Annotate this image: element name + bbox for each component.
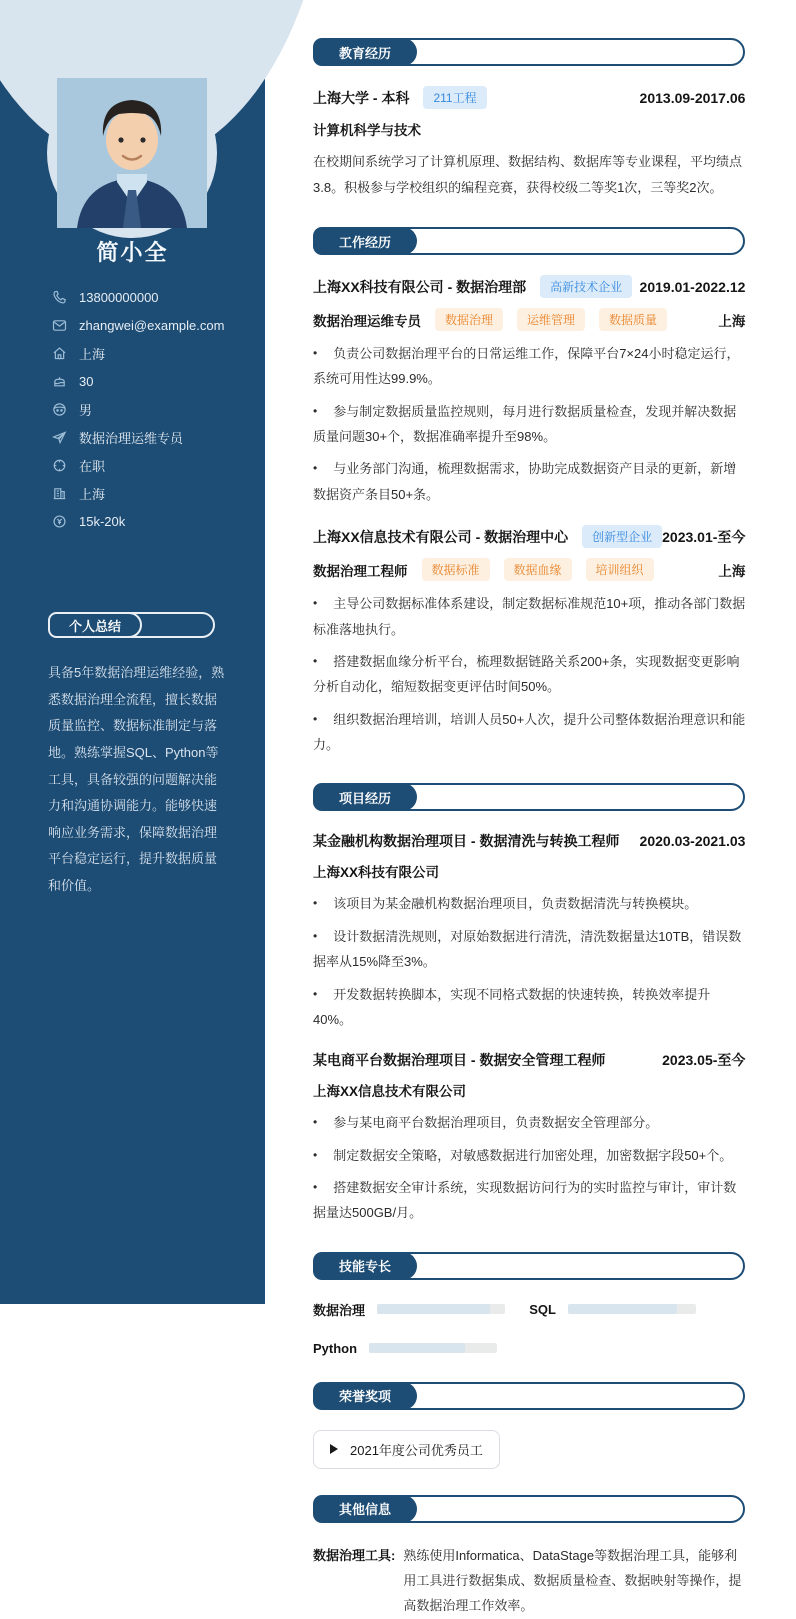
contact-age [52, 374, 252, 389]
personal-summary-badge [48, 612, 142, 638]
work-company: 上海XX信息技术有限公司 - 数据治理中心 [313, 528, 569, 545]
contact-email [52, 318, 252, 333]
honor-text: 2021年度公司优秀员工 [350, 1442, 483, 1458]
project-name: 某电商平台数据治理项目 - 数据安全管理工程师 [313, 1052, 606, 1069]
skill-bar-fill [369, 1343, 465, 1353]
work-section [313, 227, 745, 757]
work-role-tag: 运维管理 [517, 308, 585, 331]
project-bullet: • 设计数据清洗规则，对原始数据进行清洗，清洗数据量达10TB，错误数据率从15%降至3%。 [313, 924, 745, 975]
skill-name: SQL [529, 1301, 556, 1317]
personal-summary-header [48, 612, 215, 638]
school-tag: 211工程 [423, 86, 486, 109]
honor-item [313, 1430, 500, 1469]
other-info-item [313, 1543, 745, 1619]
education-section [313, 38, 745, 201]
project-bullet: • 该项目为某金融机构数据治理项目，负责数据清洗与转换模块。 [313, 891, 745, 916]
gender-icon [52, 402, 67, 417]
project-entry [313, 831, 745, 1032]
work-company-tag: 高新技术企业 [540, 275, 632, 298]
other-info-badge [313, 1495, 417, 1523]
project-bullet: • 制定数据安全策略，对敏感数据进行加密处理，加密数据字段50+个。 [313, 1143, 745, 1168]
play-triangle-icon [330, 1444, 338, 1454]
skill-item [529, 1300, 745, 1319]
work-role: 数据治理工程师 [313, 563, 408, 579]
other-info-section [313, 1495, 745, 1619]
skill-bar [377, 1304, 505, 1314]
other-info-header [313, 1495, 745, 1523]
skills-header [313, 1252, 745, 1280]
contact-gender-text: 男 [79, 403, 93, 418]
personal-summary-text: 具备5年数据治理运维经验，熟悉数据治理全流程，擅长数据质量监控、数据标准制定与落地。熟练掌握SQL、Python等工具，具备较强的问题解决能力和沟通协调能力。能够快速响应业务需求，保障数据治理平台稳定运行，提升数据质量和价值。 [48, 665, 225, 894]
avatar [57, 78, 207, 228]
skill-bar [369, 1343, 497, 1353]
work-role-tag: 培训组织 [586, 558, 654, 581]
skill-bar-fill [377, 1304, 490, 1314]
work-company-tag: 创新型企业 [582, 525, 662, 548]
skill-name: 数据治理 [313, 1302, 366, 1318]
honors-title: 荣誉奖项 [339, 1389, 392, 1405]
other-info-text: 熟练使用Informatica、DataStage等数据治理工具，能够利用工具进行数据集成、数据质量检查、数据映射等操作，提高数据治理工作效率。 [403, 1547, 742, 1614]
honors-header [313, 1382, 745, 1410]
school-name: 上海大学 - 本科 [313, 89, 410, 106]
candidate-name: 简小全 [96, 240, 169, 265]
work-role-tag: 数据血缘 [504, 558, 572, 581]
education-badge [313, 38, 417, 66]
projects-title: 项目经历 [339, 790, 392, 806]
contact-phone [52, 290, 252, 305]
skill-name: Python [313, 1340, 358, 1356]
work-role: 数据治理运维专员 [313, 313, 421, 329]
contact-city [52, 346, 252, 361]
sidebar [0, 0, 265, 1304]
contact-age-text: 30 [79, 374, 94, 389]
projects-badge [313, 783, 417, 811]
job-title-icon [52, 430, 67, 445]
education-header [313, 38, 745, 66]
work-date: 2019.01-2022.12 [639, 278, 746, 295]
contact-salary [52, 514, 252, 529]
education-major: 计算机科学与技术 [313, 123, 421, 138]
skill-item [313, 1300, 529, 1319]
contact-list [52, 290, 252, 542]
projects-header [313, 783, 745, 811]
project-company: 上海XX信息技术有限公司 [313, 1084, 467, 1100]
home-icon [52, 346, 67, 361]
contact-phone-text: 13800000000 [79, 290, 159, 305]
education-date: 2013.09-2017.06 [639, 89, 746, 106]
work-badge [313, 227, 417, 255]
work-title: 工作经历 [339, 234, 392, 250]
contact-salary-text: 15k-20k [79, 514, 126, 529]
project-name: 某金融机构数据治理项目 - 数据清洗与转换工程师 [313, 833, 620, 850]
contact-status [52, 458, 252, 473]
work-bullet: • 参与制定数据质量监控规则，每月进行数据质量检查，发现并解决数据质量问题30+个，数据准确率提升至98%。 [313, 399, 745, 450]
personal-summary-section [48, 612, 225, 900]
contact-gender [52, 402, 252, 417]
project-company: 上海XX科技有限公司 [313, 865, 440, 881]
work-bullet: • 负责公司数据治理平台的日常运维工作，保障平台7×24小时稳定运行，系统可用性达99.9%。 [313, 341, 745, 392]
building-icon [52, 486, 67, 501]
contact-status-text: 在职 [79, 459, 106, 474]
work-bullet: • 搭建数据血缘分析平台，梳理数据链路关系200+条，实现数据变更影响分析自动化，缩短数据变更评估时间50%。 [313, 649, 745, 700]
work-bullet: • 主导公司数据标准体系建设，制定数据标准规范10+项，推动各部门数据标准落地执行。 [313, 591, 745, 642]
avatar-ring [47, 68, 217, 238]
work-role-tag: 数据治理 [435, 308, 503, 331]
work-company: 上海XX科技有限公司 - 数据治理部 [313, 278, 527, 295]
skills-section [313, 1252, 745, 1356]
work-bullet: • 组织数据治理培训，培训人员50+人次，提升公司整体数据治理意识和能力。 [313, 707, 745, 758]
skill-bar [568, 1304, 696, 1314]
work-location: 上海 [718, 313, 746, 329]
main-content [265, 0, 796, 1614]
other-info-label: 数据治理工具: [313, 1547, 396, 1563]
projects-section [313, 783, 745, 1225]
skills-grid [313, 1300, 745, 1356]
contact-job-title [52, 430, 252, 445]
work-date: 2023.01-至今 [662, 528, 746, 545]
skills-title: 技能专长 [339, 1259, 392, 1275]
honors-section [313, 1382, 745, 1469]
work-role-tag: 数据标准 [422, 558, 490, 581]
mail-icon [52, 318, 67, 333]
education-title: 教育经历 [339, 45, 392, 61]
contact-city-text: 上海 [79, 347, 106, 362]
contact-email-text: zhangwei@example.com [79, 318, 225, 333]
status-icon [52, 458, 67, 473]
project-entry [313, 1050, 745, 1226]
project-date: 2023.05-至今 [662, 1052, 746, 1069]
skills-badge [313, 1252, 417, 1280]
work-header [313, 227, 745, 255]
project-bullet: • 开发数据转换脚本，实现不同格式数据的快速转换，转换效率提升40%。 [313, 982, 745, 1033]
education-entry [313, 86, 745, 201]
contact-job-title-text: 数据治理运维专员 [79, 431, 184, 446]
work-location: 上海 [718, 563, 746, 579]
birthday-icon [52, 374, 67, 389]
project-bullet: • 搭建数据安全审计系统，实现数据访问行为的实时监控与审计，审计数据量达500GB/月。 [313, 1175, 745, 1226]
avatar-illustration [57, 78, 207, 228]
project-bullet: • 参与某电商平台数据治理项目，负责数据安全管理部分。 [313, 1110, 745, 1135]
work-role-tag: 数据质量 [599, 308, 667, 331]
contact-company-city-text: 上海 [79, 487, 106, 502]
skill-item [313, 1341, 529, 1356]
personal-summary-title: 个人总结 [69, 618, 122, 634]
salary-icon [52, 514, 67, 529]
education-description: 在校期间系统学习了计算机原理、数据结构、数据库等专业课程，平均绩点3.8。积极参与学校组织的编程竞赛，获得校级二等奖1次，三等奖2次。 [313, 154, 743, 195]
skill-bar-fill [568, 1304, 677, 1314]
work-entry [313, 275, 745, 507]
phone-icon [52, 290, 67, 305]
project-date: 2020.03-2021.03 [639, 833, 746, 850]
work-bullet: • 与业务部门沟通，梳理数据需求，协助完成数据资产目录的更新，新增数据资产条目50+条。 [313, 456, 745, 507]
other-info-title: 其他信息 [339, 1502, 392, 1518]
work-entry [313, 525, 745, 757]
honors-badge [313, 1382, 417, 1410]
contact-company-city [52, 486, 252, 501]
